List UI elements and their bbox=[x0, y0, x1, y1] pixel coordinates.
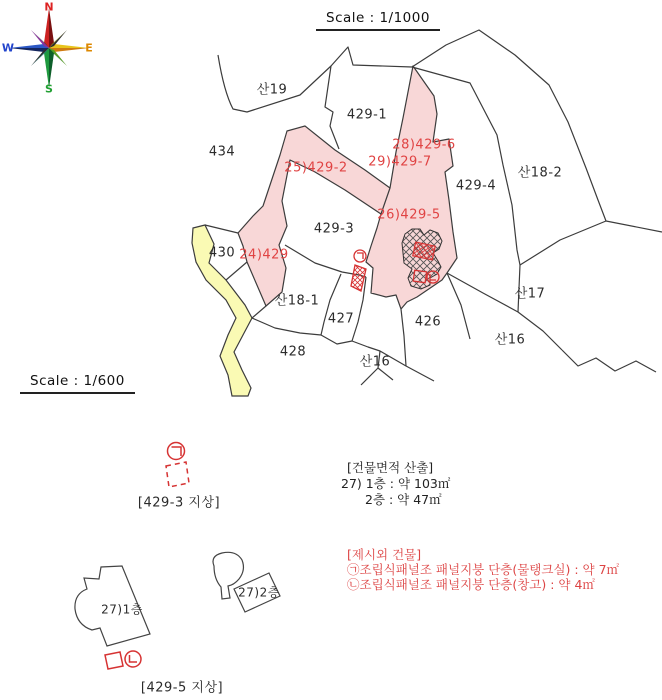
detail-label-429-3-ground: [429-3 지상] bbox=[137, 495, 221, 511]
parcel-label-427: 427 bbox=[327, 311, 355, 327]
parcel-label-434: 434 bbox=[208, 144, 236, 160]
compass-west-label: W bbox=[1, 41, 15, 55]
parcel-label-san16-bottom: 산16 bbox=[359, 354, 391, 370]
scale-main-title: Scale : 1/1000 bbox=[316, 10, 440, 31]
area-info-line1: 27) 1층 : 약 103㎡ bbox=[341, 476, 451, 491]
compass-north-label: N bbox=[44, 0, 54, 14]
detail-label-429-5-ground: [429-5 지상] bbox=[140, 680, 224, 696]
parcel-label-429-1: 429-1 bbox=[346, 107, 388, 123]
parcel-label-428: 428 bbox=[279, 344, 307, 360]
scale-sub-title: Scale : 1/600 bbox=[20, 373, 135, 394]
detail-label-floor2: 27)2층 bbox=[238, 585, 280, 600]
parcel-label-429-4: 429-4 bbox=[455, 178, 497, 194]
extra-buildings-line2: ㉡조립식패널조 패널지붕 단층(창고) : 약 4㎡ bbox=[347, 577, 595, 592]
parcel-label-san18-1: 산18-1 bbox=[274, 293, 320, 309]
parcel-label-san16-right: 산16 bbox=[494, 332, 526, 348]
red-label-29-429-7: 29)429-7 bbox=[368, 154, 432, 170]
annex-marker-a-map bbox=[351, 250, 366, 291]
compass-rose-icon bbox=[9, 8, 89, 88]
red-label-25-429-2: 25)429-2 bbox=[284, 160, 348, 176]
compass-south-label: S bbox=[45, 82, 53, 96]
red-label-26-429-5: 26)429-5 bbox=[377, 207, 441, 223]
extra-buildings-line1: ㉠조립식패널조 패널지붕 단층(물탱크실) : 약 7㎡ bbox=[347, 562, 620, 577]
parcel-label-426: 426 bbox=[414, 314, 442, 330]
red-label-28-429-6: 28)429-6 bbox=[392, 137, 456, 153]
area-info-line2: 2층 : 약 47㎡ bbox=[365, 492, 442, 507]
detail-marker-b bbox=[105, 651, 141, 669]
parcel-label-429-3: 429-3 bbox=[313, 221, 355, 237]
red-label-24-429: 24)429 bbox=[239, 247, 289, 263]
parcel-label-san19: 산19 bbox=[256, 82, 288, 98]
parcel-label-san17: 산17 bbox=[514, 286, 546, 302]
area-info-title: [건물면적 산출] bbox=[347, 460, 434, 475]
detail-marker-a bbox=[166, 443, 189, 488]
parcel-label-430: 430 bbox=[208, 245, 236, 261]
parcel-label-san18-2: 산18-2 bbox=[517, 165, 563, 181]
compass-east-label: E bbox=[85, 41, 93, 55]
detail-label-floor1: 27)1층 bbox=[101, 602, 143, 617]
extra-buildings-title: [제시외 건물] bbox=[347, 547, 422, 562]
building-27-floor2-outline bbox=[213, 552, 280, 612]
